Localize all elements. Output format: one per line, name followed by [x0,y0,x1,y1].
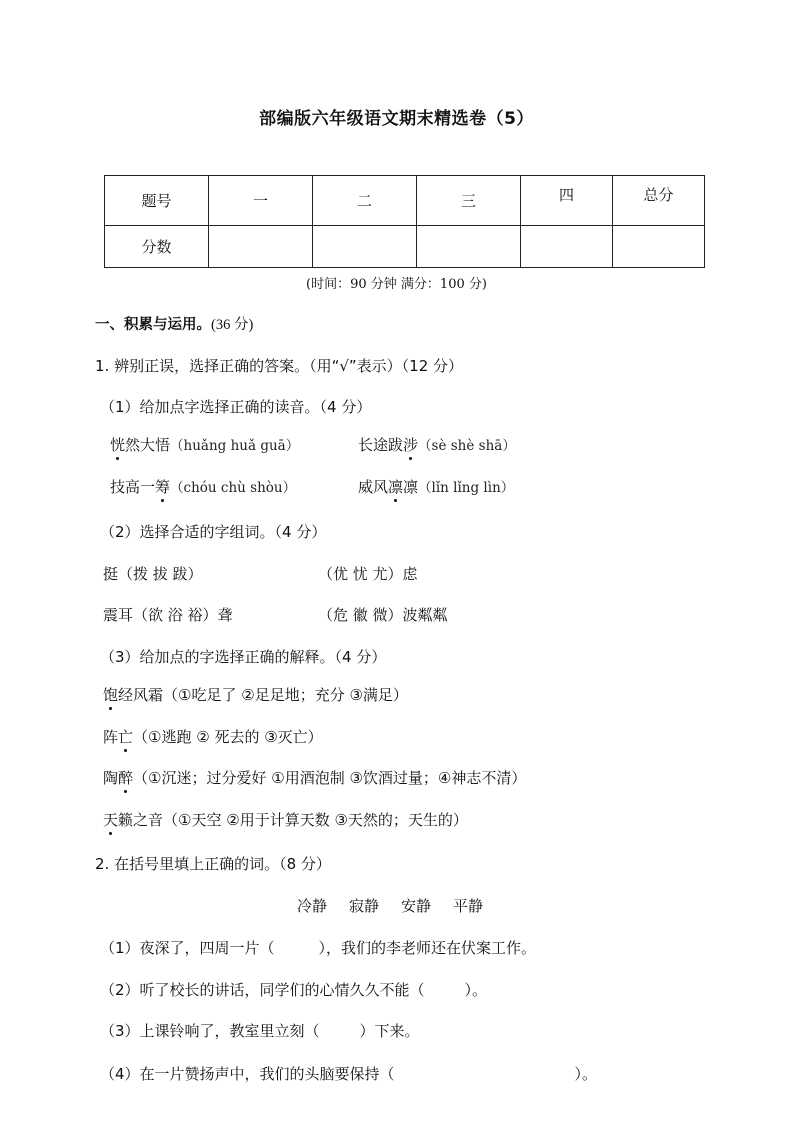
page-title: 部编版六年级语文期末精选卷（5） [259,109,534,129]
row-label-score: 分数 [105,226,209,268]
score-table [104,175,705,268]
word-bank-item: 冷静 [297,897,328,915]
header-cell-part-1: 一 [209,176,313,226]
word-prefix: 长途跋 [358,436,404,454]
score-cell-part-1 [209,226,313,268]
score-table-score-row [105,226,705,268]
word-choice-item[interactable]: 挺（拨 拔 跋） [103,565,203,583]
section-1-points: (36 分) [211,317,254,333]
question-1-part-2-label: （2）选择合适的字组词。（4 分） [100,523,327,541]
word-bank-item: 安静 [401,897,432,915]
word-prefix: 威风 [358,478,389,496]
header-cell-part-3: 三 [417,176,521,226]
sentence-start: （2）听了校长的讲话，同学们的心情久久不能（ [100,981,425,999]
question-1-part-1-label: （1）给加点字选择正确的读音。（4 分） [100,398,372,416]
meaning-item [103,684,408,705]
dotted-char: 筹 [155,478,171,496]
word-suffix: 籁之音 [118,811,164,829]
question-2-stem: 2. 在括号里填上正确的词。（8 分） [95,855,331,873]
word-suffix: 凛 [403,478,419,496]
dotted-char: 饱 [103,686,119,704]
pinyin-item [110,476,296,497]
score-cell-part-4 [521,226,613,268]
fill-blank-item [100,1020,420,1041]
exam-time-note: (时间：90 分钟 满分：100 分) [306,277,487,292]
score-table-header-row [105,176,705,226]
word-bank-item: 平静 [453,897,484,915]
meaning-options[interactable]: （①沉迷；过分爱好 ①用酒泡制 ③饮酒过量；④神志不清） [133,769,527,787]
meaning-options[interactable]: （①天空 ②用于计算天数 ③天然的；天生的） [163,811,468,829]
score-cell-total [613,226,705,268]
sentence-start: （3）上课铃响了，教室里立刻（ [100,1022,320,1040]
pinyin-options[interactable]: （chóu chù shòu） [170,480,297,496]
dotted-char: 醉 [118,769,134,787]
pinyin-item [358,476,514,497]
header-cell-part-4: 四 [521,176,613,226]
word-prefix: 阵 [103,728,119,746]
question-1-stem: 1. 辨别正误，选择正确的答案。（用“√”表示）（12 分） [95,357,464,375]
score-cell-part-3 [417,226,521,268]
pinyin-item [358,434,516,455]
meaning-item [103,809,468,830]
header-cell-total: 总分 [613,176,705,226]
sentence-end: ）。 [574,1065,598,1083]
question-1-part-3-label: （3）给加点的字选择正确的解释。（4 分） [100,648,387,666]
pinyin-options[interactable]: （lǐn lǐng lìn） [418,480,515,496]
word-choice-item[interactable]: 震耳（欲 浴 裕）聋 [103,606,233,624]
word-suffix: 经风霜 [118,686,164,704]
meaning-item [103,767,526,788]
word-suffix: 然大悟 [125,436,171,454]
sentence-start: （4）在一片赞扬声中，我们的头脑要保持（ [100,1065,395,1083]
fill-blank-item [100,1063,597,1084]
score-cell-part-2 [313,226,417,268]
meaning-item [103,726,323,747]
dotted-char: 恍 [110,436,126,454]
dotted-char: 亡 [118,728,134,746]
section-1-heading [95,313,253,334]
word-choice-item[interactable]: （危 徽 微）波粼粼 [318,606,448,624]
pinyin-item [110,434,299,455]
pinyin-options[interactable]: （huǎng huǎ guā） [170,438,300,454]
word-bank [297,895,483,916]
dotted-char: 涉 [403,436,419,454]
header-cell-question-number: 题号 [105,176,209,226]
meaning-options[interactable]: （①逃跑 ② 死去的 ③灭亡） [133,728,323,746]
fill-blank-item [100,937,536,958]
fill-blank-item [100,979,487,1000]
header-cell-part-2: 二 [313,176,417,226]
sentence-end: ），我们的李老师还在伏案工作。 [318,939,537,957]
word-prefix: 陶 [103,769,119,787]
dotted-char: 天 [103,811,119,829]
word-bank-item: 寂静 [349,897,380,915]
section-1-title: 一、积累与运用。 [95,317,211,333]
sentence-end: ）。 [464,981,488,999]
word-choice-item[interactable]: （优 忧 尤）虑 [318,565,418,583]
meaning-options[interactable]: （①吃足了 ②足足地；充分 ③满足） [163,686,408,704]
pinyin-options[interactable]: （sè shè shā） [418,438,516,454]
dotted-char: 凛 [388,478,404,496]
word-prefix: 技高一 [110,478,156,496]
sentence-start: （1）夜深了，四周一片（ [100,939,275,957]
sentence-end: ）下来。 [359,1022,420,1040]
